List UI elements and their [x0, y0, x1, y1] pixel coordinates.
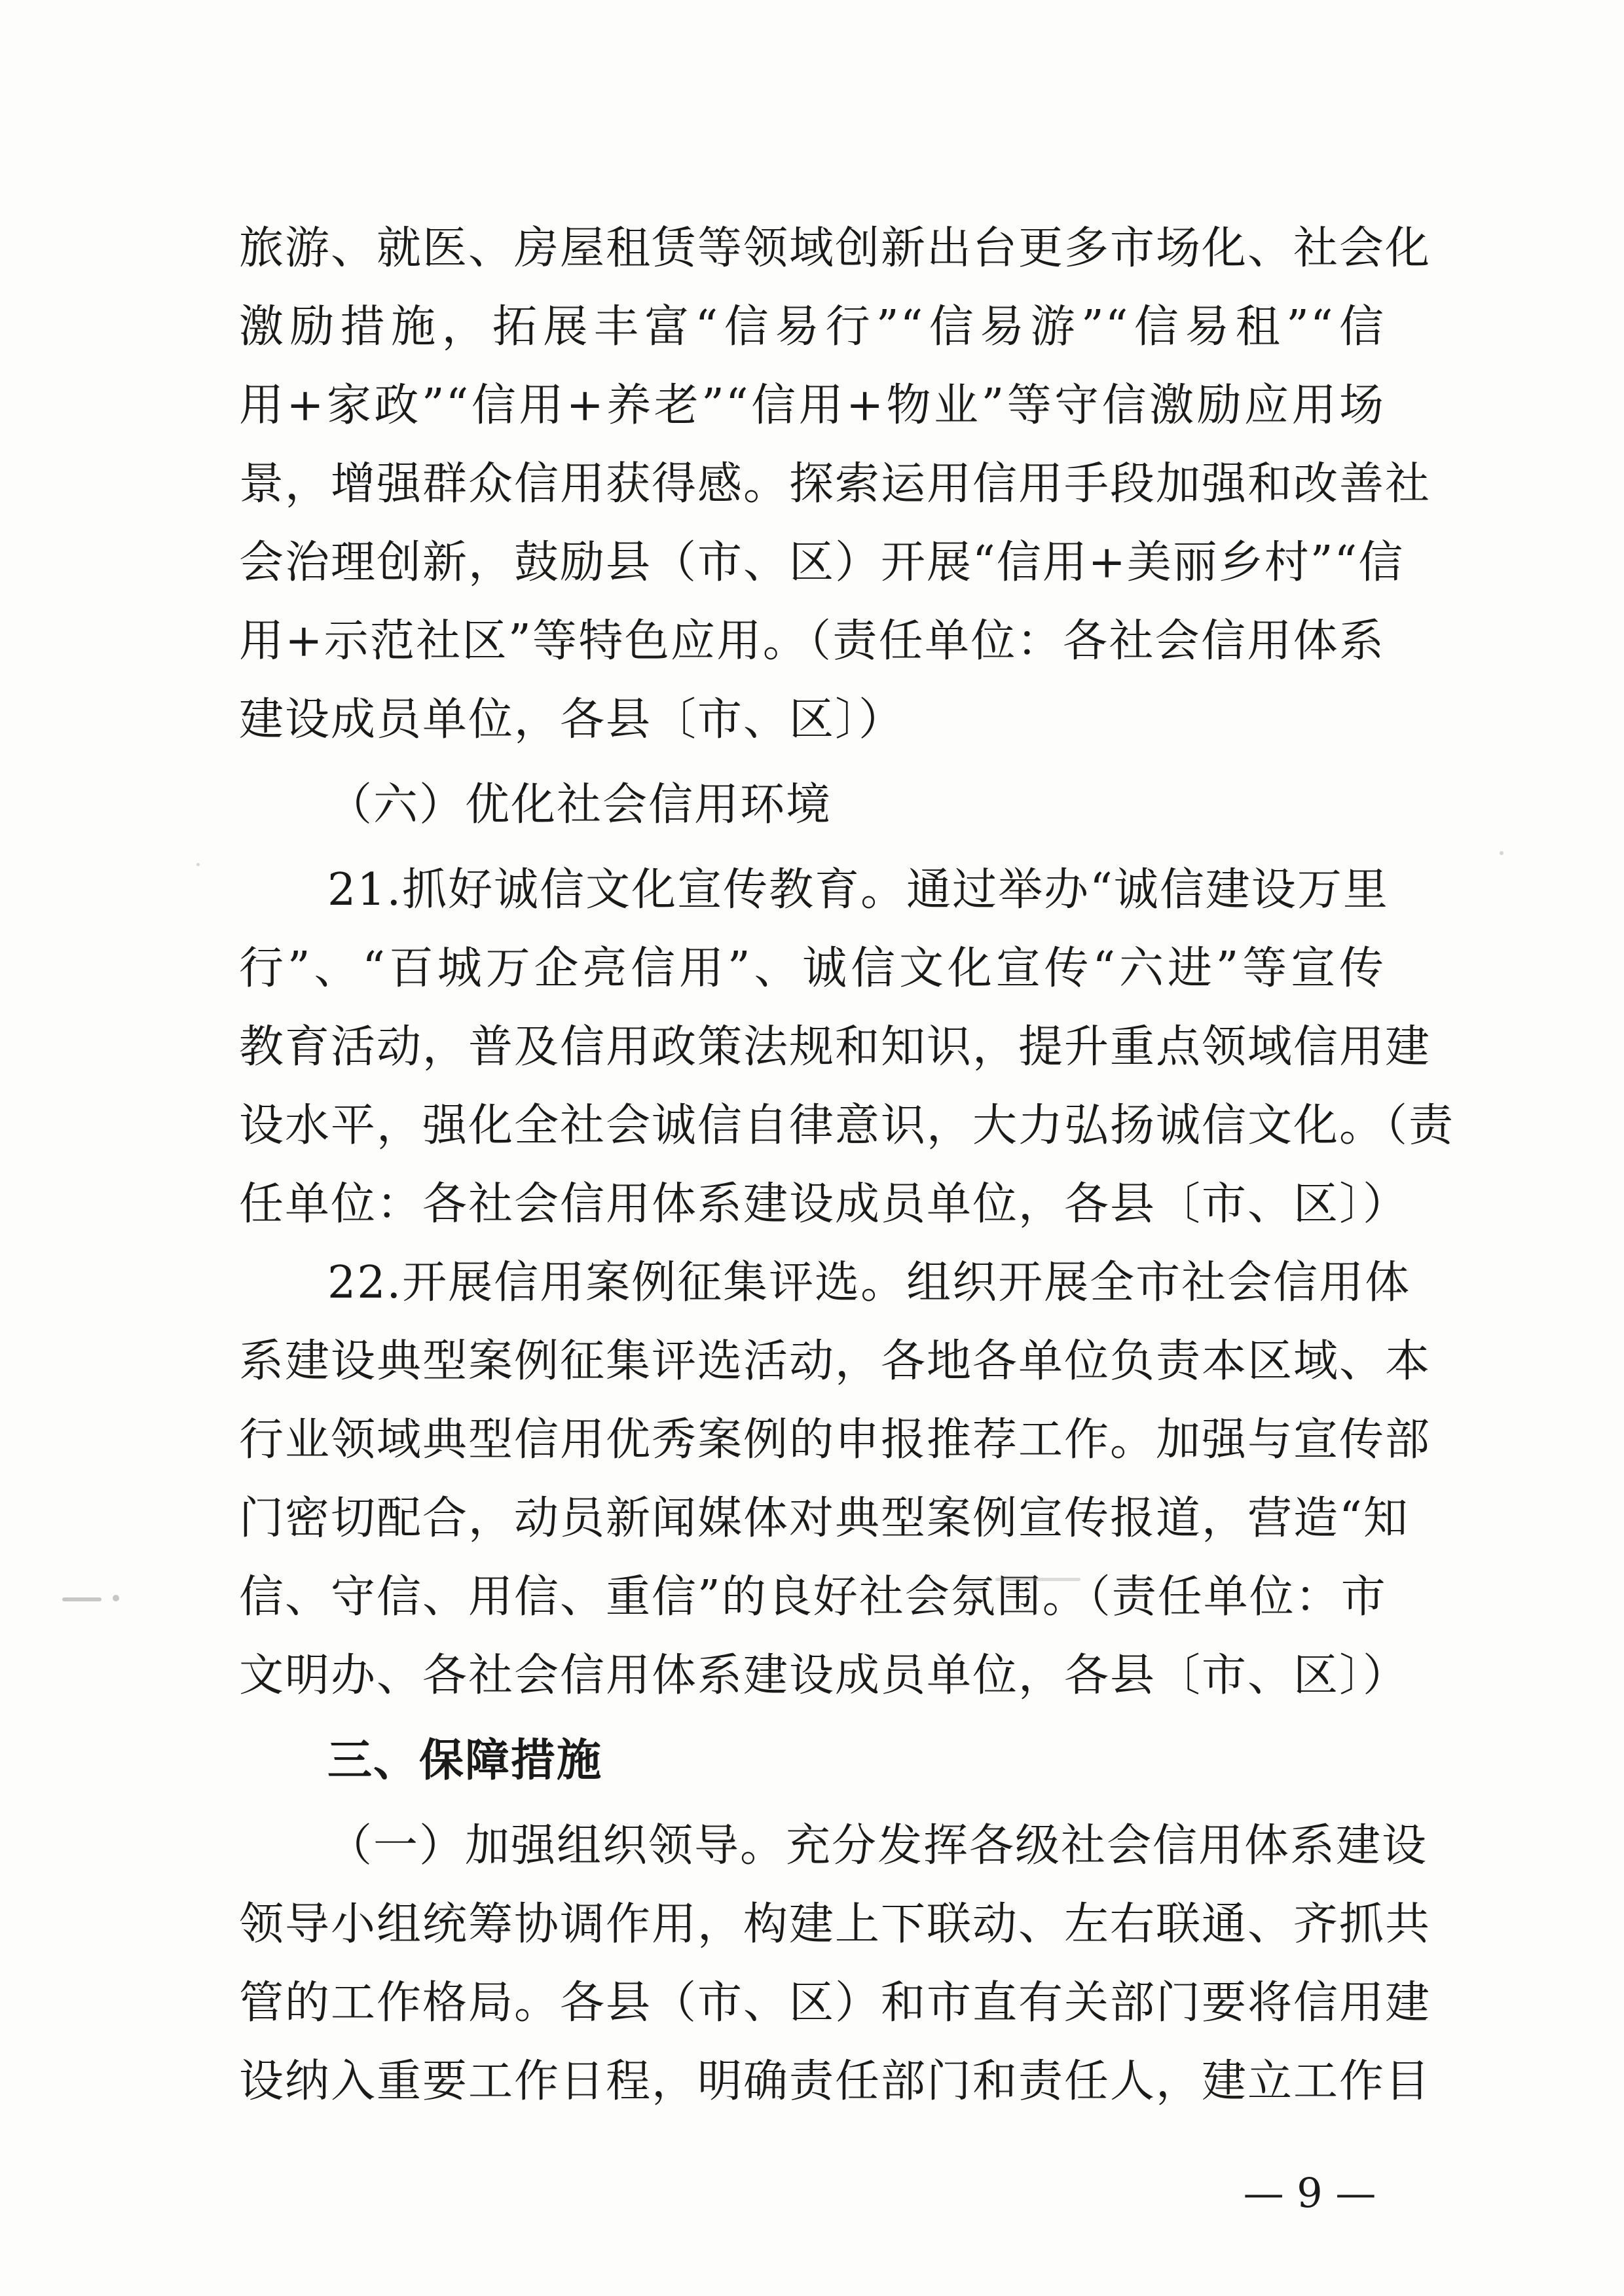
scan-speck: [113, 1595, 119, 1601]
body-line: 系建设典型案例征集评选活动，各地各单位负责本区域、本: [239, 1336, 1431, 1387]
body-line: 用+家政”“信用+养老”“信用+物业”等守信激励应用场: [239, 380, 1385, 431]
body-line: 旅游、就医、房屋租赁等领域创新出台更多市场化、社会化: [239, 223, 1431, 274]
body-line: 建设成员单位，各县〔市、区〕）: [239, 694, 905, 746]
body-line: 激励措施，拓展丰富“信易行”“信易游”“信易租”“信: [239, 301, 1385, 353]
body-line: 信、守信、用信、重信”的良好社会氛围。（责任单位：市: [239, 1571, 1387, 1623]
body-line: 管的工作格局。各县（市、区）和市直有关部门要将信用建: [239, 1977, 1431, 2029]
body-line: 行业领域典型信用优秀案例的申报推荐工作。加强与宣传部: [239, 1414, 1431, 1466]
scan-speck: [1500, 851, 1504, 855]
section-subheading: （六）优化社会信用环境: [327, 779, 832, 831]
scan-speck: [62, 1597, 101, 1601]
section-heading: 三、保障措施: [327, 1735, 603, 1787]
body-line: 文明办、各社会信用体系建设成员单位，各县〔市、区〕）: [239, 1650, 1409, 1702]
page-number: — 9 —: [1243, 2169, 1376, 2217]
body-line: 门密切配合，动员新闻媒体对典型案例宣传报道，营造“知: [239, 1493, 1409, 1544]
body-line: 任单位：各社会信用体系建设成员单位，各县〔市、区〕）: [239, 1178, 1409, 1230]
item-21-heading-line: 21.抓好诚信文化宣传教育。通过举办“诚信建设万里: [327, 864, 1389, 916]
measure-1-heading-line: （一）加强组织领导。充分发挥各级社会信用体系建设: [327, 1820, 1428, 1872]
body-line: 会治理创新，鼓励县（市、区）开展“信用+美丽乡村”“信: [239, 537, 1405, 589]
body-line: 景，增强群众信用获得感。探索运用信用手段加强和改善社: [239, 458, 1431, 510]
body-line: 领导小组统筹协调作用，构建上下联动、左右联通、齐抓共: [239, 1899, 1431, 1950]
scan-speck: [196, 863, 200, 866]
body-line: 教育活动，普及信用政策法规和知识，提升重点领域信用建: [239, 1021, 1431, 1073]
body-line: 行”、“百城万企亮信用”、诚信文化宣传“六进”等宣传: [239, 943, 1385, 994]
item-22-heading-line: 22.开展信用案例征集评选。组织开展全市社会信用体: [327, 1257, 1411, 1309]
body-line: 设纳入重要工作日程，明确责任部门和责任人，建立工作目: [239, 2056, 1431, 2107]
body-line: 用+示范社区”等特色应用。（责任单位：各社会信用体系: [239, 615, 1385, 667]
scan-speck: [995, 1578, 1080, 1581]
body-line: 设水平，强化全社会诚信自律意识，大力弘扬诚信文化。（责: [239, 1100, 1455, 1152]
